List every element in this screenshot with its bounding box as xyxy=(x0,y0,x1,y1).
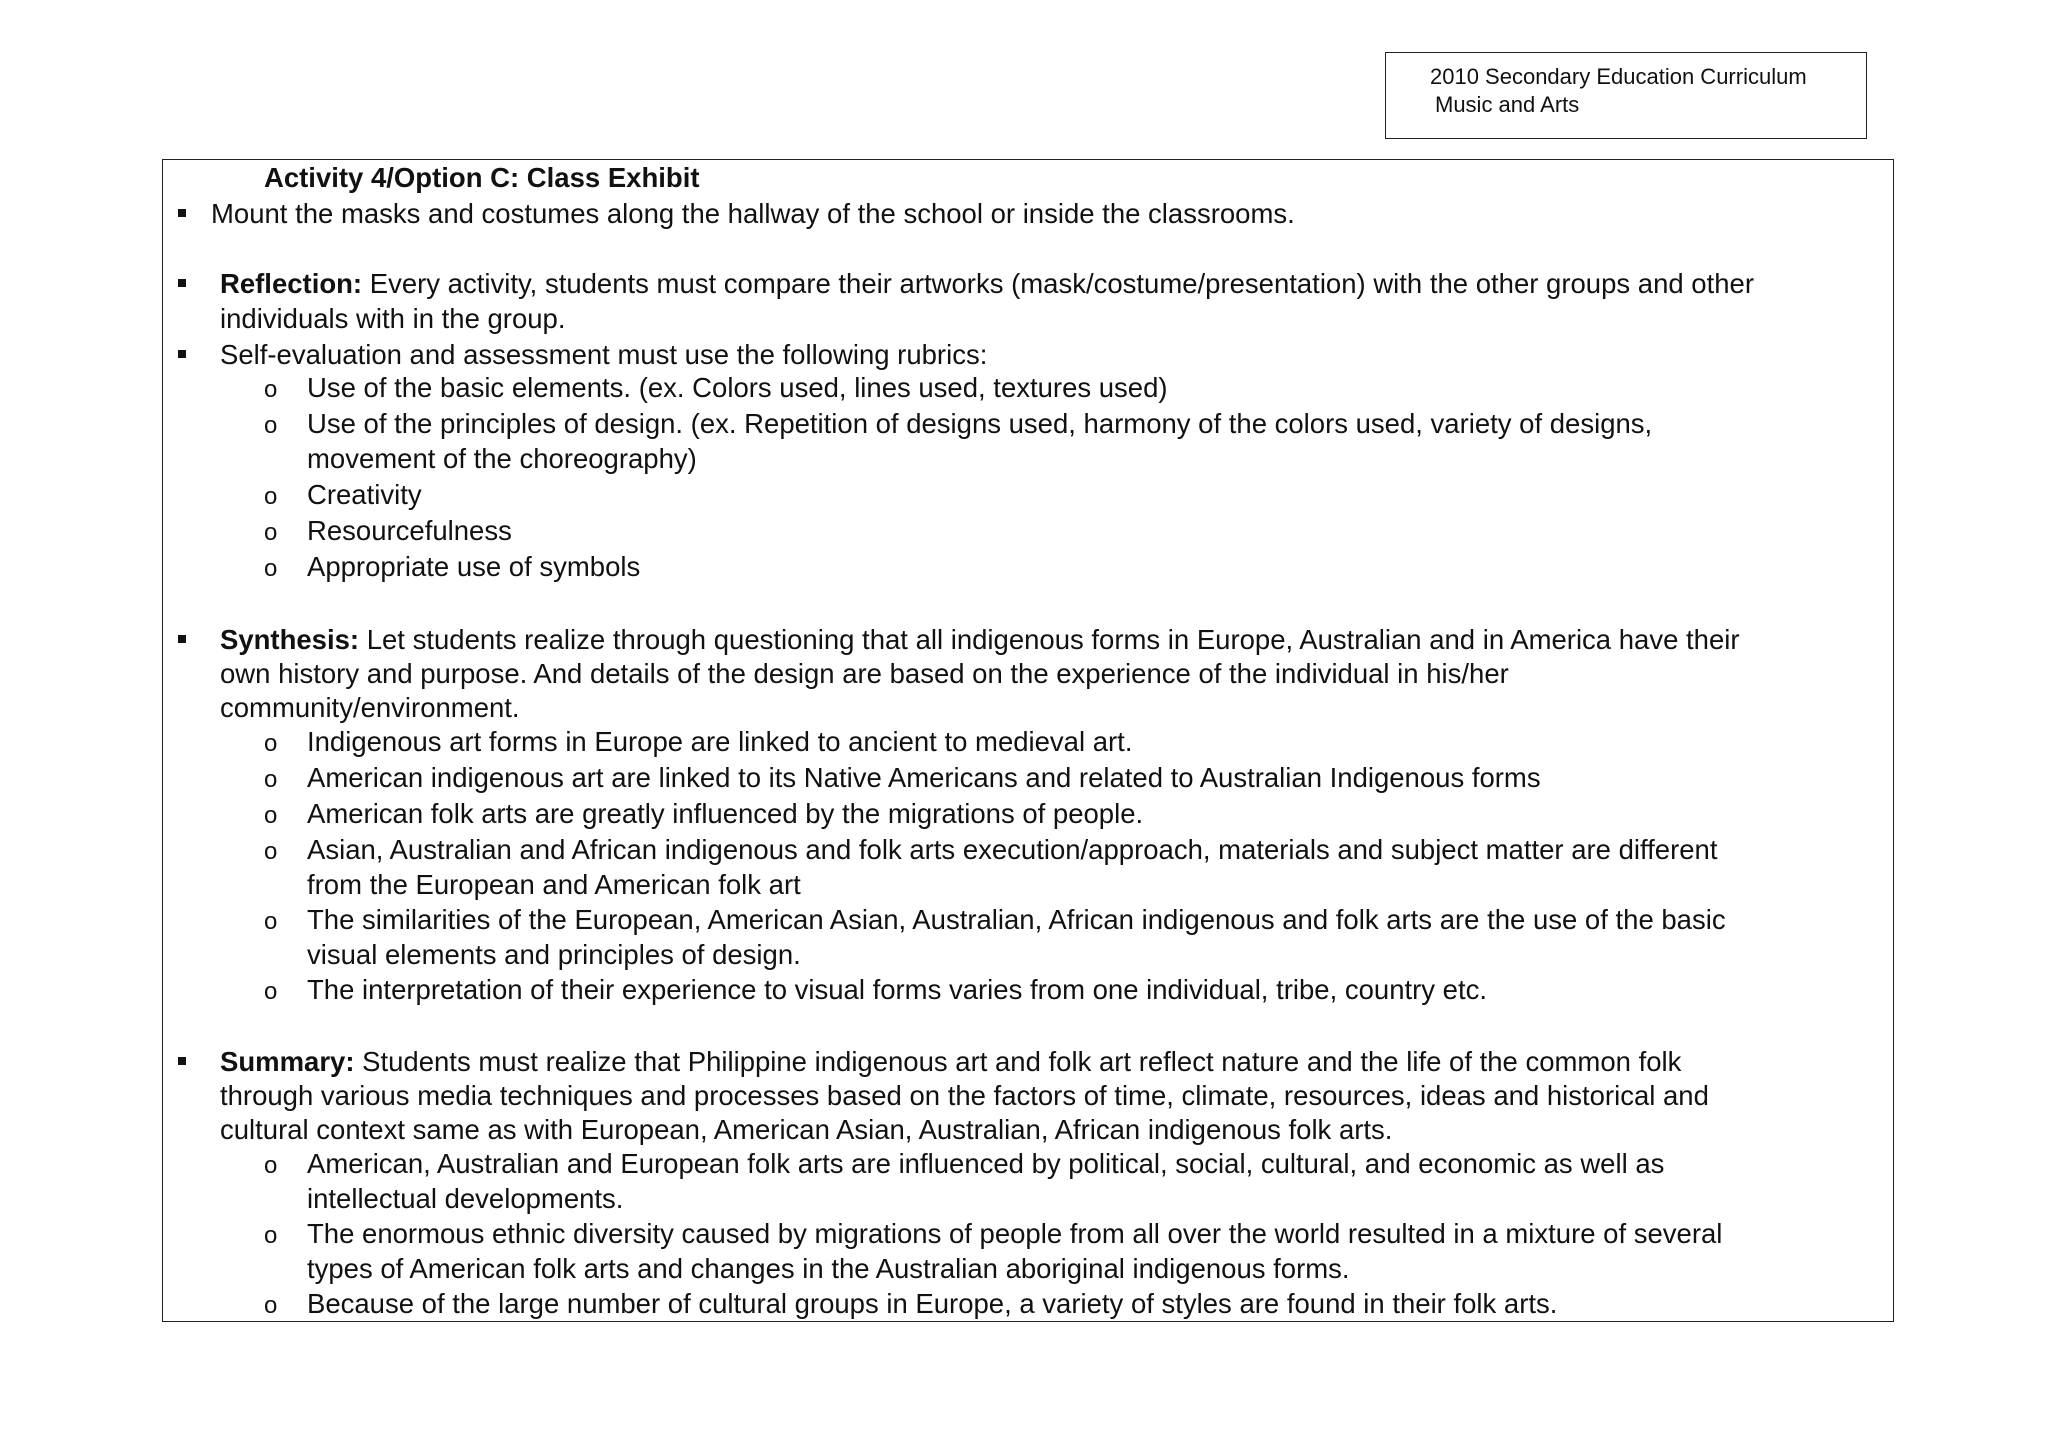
curriculum-title: 2010 Secondary Education Curriculum xyxy=(1430,64,1807,89)
curriculum-header-box xyxy=(1385,52,1867,139)
summary-item: Because of the large number of cultural groups in Europe, a variety of styles are found in their folk arts. xyxy=(307,1288,1558,1319)
circle-bullet-icon: o xyxy=(264,483,278,510)
subject-title: Music and Arts xyxy=(1435,92,1580,117)
activity-title: Activity 4/Option C: Class Exhibit xyxy=(264,162,700,193)
circle-bullet-icon: o xyxy=(264,730,278,757)
synthesis-item: The similarities of the European, American Asian, Australian, African indigenous and folk arts are the use of the basic xyxy=(307,904,1726,935)
circle-bullet-icon: o xyxy=(264,1292,278,1319)
reflection-line-2: individuals with in the group. xyxy=(220,303,566,334)
synthesis-item: American indigenous art are linked to its Native Americans and related to Australian Indigenous forms xyxy=(307,762,1541,793)
circle-bullet-icon: o xyxy=(264,908,278,935)
circle-bullet-icon: o xyxy=(264,838,278,865)
reflection-line-1 xyxy=(220,266,1754,301)
summary-line-2: through various media techniques and processes based on the factors of time, climate, resources, ideas and historical and xyxy=(220,1080,1709,1111)
summary-text: Students must realize that Philippine indigenous art and folk art reflect nature and the life of the common folk xyxy=(354,1046,1682,1077)
synthesis-item-continued: from the European and American folk art xyxy=(307,869,801,900)
reflection-label: Reflection: xyxy=(220,268,363,299)
rubric-item: Use of the basic elements. (ex. Colors used, lines used, textures used) xyxy=(307,372,1168,403)
summary-item: The enormous ethnic diversity caused by migrations of people from all over the world resulted in a mixture of several xyxy=(307,1218,1723,1249)
synthesis-line-3: community/environment. xyxy=(220,692,520,723)
synthesis-label: Synthesis: xyxy=(220,624,360,655)
self-eval-text: Self-evaluation and assessment must use the following rubrics: xyxy=(220,339,988,370)
circle-bullet-icon: o xyxy=(264,978,278,1005)
summary-item-continued: types of American folk arts and changes in the Australian aboriginal indigenous forms. xyxy=(307,1253,1350,1284)
circle-bullet-icon: o xyxy=(264,1152,278,1179)
rubric-item: Appropriate use of symbols xyxy=(307,551,641,582)
rubric-item: Resourcefulness xyxy=(307,515,512,546)
square-bullet-icon xyxy=(178,635,186,643)
square-bullet-icon xyxy=(178,1057,186,1065)
circle-bullet-icon: o xyxy=(264,555,278,582)
mount-text: Mount the masks and costumes along the hallway of the school or inside the classrooms. xyxy=(211,198,1295,229)
circle-bullet-icon: o xyxy=(264,766,278,793)
synthesis-text: Let students realize through questioning that all indigenous forms in Europe, Australian and in America have their xyxy=(359,624,1740,655)
summary-line-3: cultural context same as with European, American Asian, Australian, African indigenous folk arts. xyxy=(220,1114,1393,1145)
square-bullet-icon xyxy=(178,209,186,217)
circle-bullet-icon: o xyxy=(264,802,278,829)
rubric-item: Creativity xyxy=(307,479,422,510)
circle-bullet-icon: o xyxy=(264,412,278,439)
synthesis-line-1 xyxy=(220,622,1740,657)
synthesis-item-continued: visual elements and principles of design. xyxy=(307,939,801,970)
circle-bullet-icon: o xyxy=(264,376,278,403)
synthesis-item: Indigenous art forms in Europe are linked to ancient to medieval art. xyxy=(307,726,1133,757)
synthesis-line-2: own history and purpose. And details of the design are based on the experience of the individual in his/her xyxy=(220,658,1509,689)
synthesis-item: Asian, Australian and African indigenous and folk arts execution/approach, materials and subject matter are different xyxy=(307,834,1718,865)
summary-item: American, Australian and European folk arts are influenced by political, social, cultural, and economic as well as xyxy=(307,1148,1665,1179)
synthesis-item: American folk arts are greatly influenced by the migrations of people. xyxy=(307,798,1144,829)
summary-line-1 xyxy=(220,1044,1681,1079)
summary-item-continued: intellectual developments. xyxy=(307,1183,624,1214)
rubric-item-continued: movement of the choreography) xyxy=(307,443,697,474)
synthesis-item: The interpretation of their experience to visual forms varies from one individual, tribe, country etc. xyxy=(307,974,1488,1005)
square-bullet-icon xyxy=(178,279,186,287)
reflection-text: Every activity, students must compare their artworks (mask/costume/presentation) with the other groups and other xyxy=(362,268,1754,299)
circle-bullet-icon: o xyxy=(264,1222,278,1249)
circle-bullet-icon: o xyxy=(264,519,278,546)
square-bullet-icon xyxy=(178,350,186,358)
summary-label: Summary: xyxy=(220,1046,355,1077)
rubric-item: Use of the principles of design. (ex. Repetition of designs used, harmony of the colors used, variety of designs, xyxy=(307,408,1653,439)
